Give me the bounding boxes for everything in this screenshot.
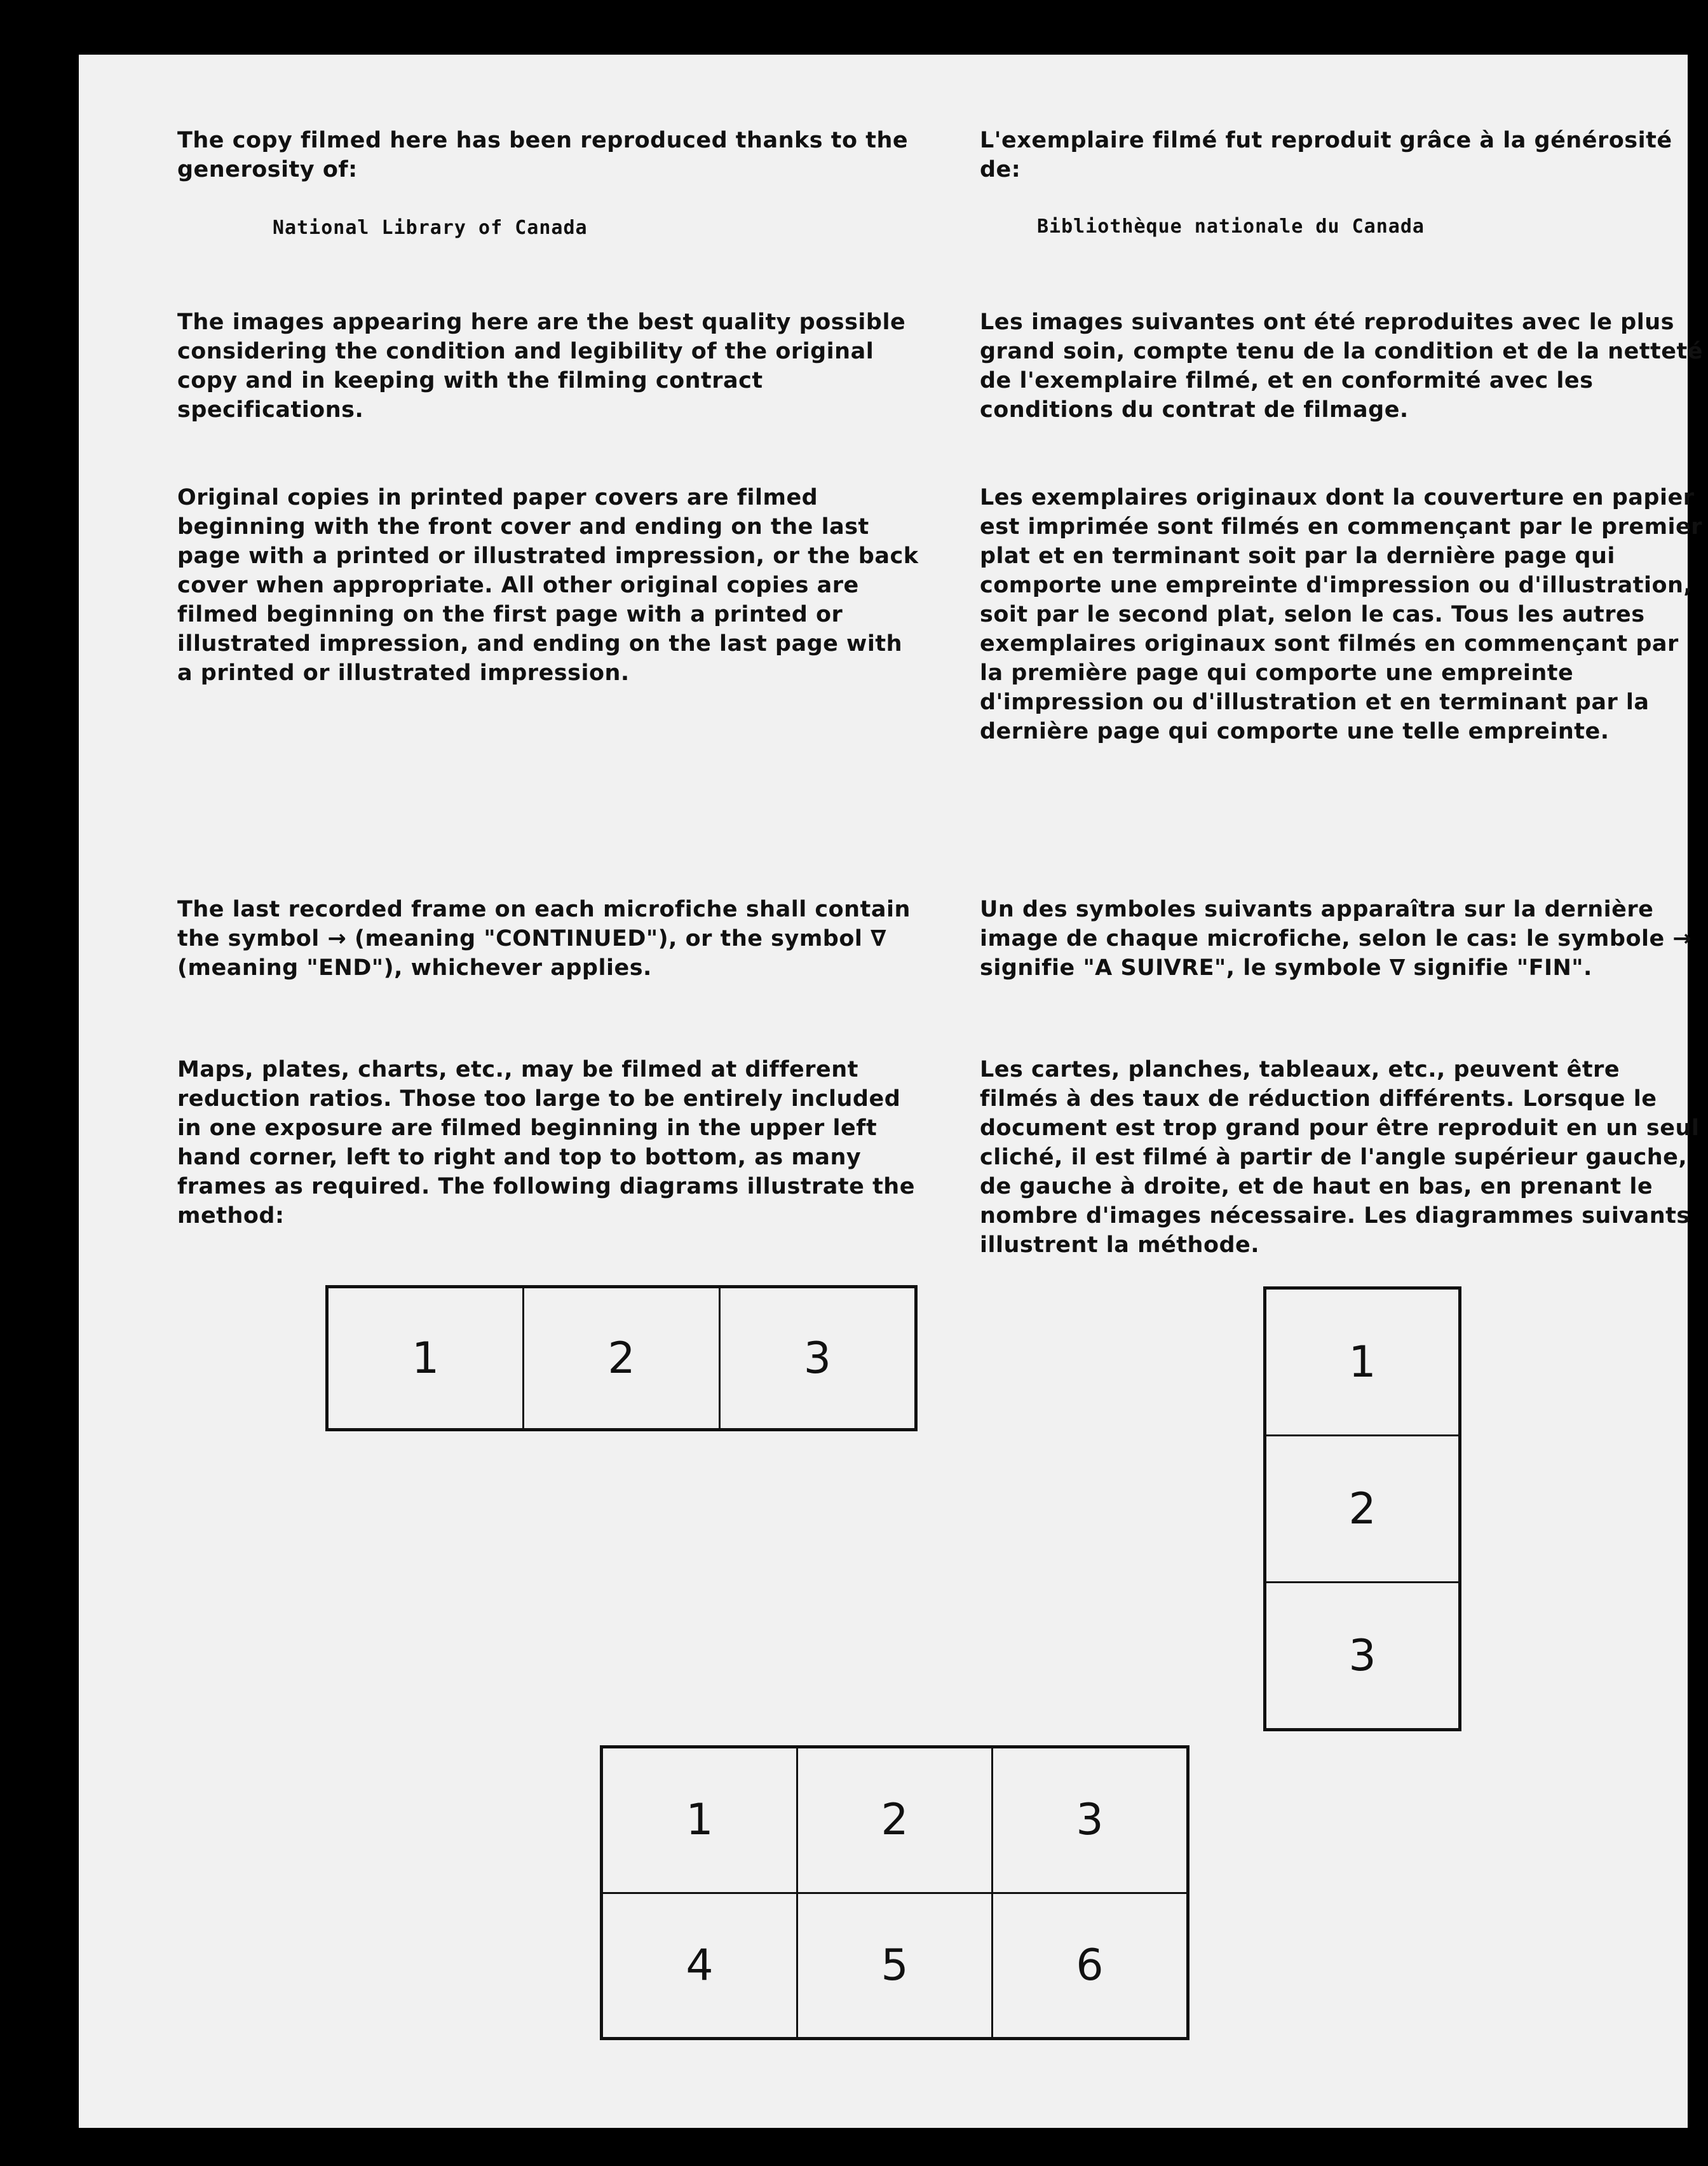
diagram-cell: 3 xyxy=(993,1748,1186,1892)
diagram-cell: 3 xyxy=(1266,1583,1458,1728)
diagram-cell: 4 xyxy=(603,1894,796,2038)
diagram-cell: 1 xyxy=(603,1748,796,1892)
vertical-frame-diagram xyxy=(1263,1286,1461,1731)
french-maps-text: Les cartes, planches, tableaux, etc., peuvent être filmés à des taux de réduction différents. Lorsque le document est trop grand pour être reproduit en un seul cliché, il est filmé à partir de l'angle supérieur gauche, de gauche à droite, et de haut en bas, en prenant le nombre d'images nécessaire. Les diagrammes suivants illustrent la méthode. xyxy=(980,1057,1700,1258)
diagram-cell: 2 xyxy=(524,1288,718,1428)
document-page xyxy=(79,55,1703,2128)
grid-frame-diagram xyxy=(600,1745,1190,2040)
english-thanks-text: The copy filmed here has been reproduced thanks to the generosity of: xyxy=(177,128,909,182)
english-quality-text: The images appearing here are the best quality possible considering the condition and legibility of the original copy and in keeping with the filming contract specifications. xyxy=(177,310,906,423)
french-symbols-text: Un des symboles suivants apparaîtra sur la dernière image de chaque microfiche, selon le cas: le symbole → signifie "A SUIVRE", le symbole ∇ signifie "FIN". xyxy=(980,897,1692,981)
english-maps-text: Maps, plates, charts, etc., may be filmed at different reduction ratios. Those too large to be entirely included in one exposure are filmed beginning in the upper left hand corner, left to right and top to bottom, as many frames as required. The following diagrams illustrate the method: xyxy=(177,1057,915,1229)
english-library-name: National Library of Canada xyxy=(273,217,588,239)
diagram-cell: 1 xyxy=(329,1288,522,1428)
french-quality-text: Les images suivantes ont été reproduites avec le plus grand soin, compte tenu de la condition et de la netteté de l'exemplaire filmé, et en conformité avec les conditions du contrat de filmage. xyxy=(980,310,1703,423)
english-covers-text: Original copies in printed paper covers are filmed beginning with the front cover and ending on the last page with a printed or illustrated impression, or the back cover when appropriate. All other original copies are filmed beginning on the first page with a printed or illustrated impression, and ending on the last page with a printed or illustrated impression. xyxy=(177,485,919,686)
diagram-cell: 5 xyxy=(798,1894,991,2038)
diagram-cell: 2 xyxy=(1266,1436,1458,1581)
diagram-cell: 2 xyxy=(798,1748,991,1892)
diagram-cell: 3 xyxy=(721,1288,914,1428)
horizontal-frame-diagram xyxy=(325,1285,918,1431)
french-library-name: Bibliothèque nationale du Canada xyxy=(1037,215,1425,238)
french-covers-text: Les exemplaires originaux dont la couverture en papier est imprimée sont filmés en commençant par le premier plat et en terminant soit par la dernière page qui comporte une empreinte d'impression ou d'illustration, soit par le second plat, selon le cas. Tous les autres exemplaires originaux sont filmés en commençant par la première page qui comporte une empreinte d'impression ou d'illustration et en terminant par la dernière page qui comporte une telle empreinte. xyxy=(980,485,1703,744)
french-thanks-text: L'exemplaire filmé fut reproduit grâce à la générosité de: xyxy=(980,128,1672,182)
diagram-cell: 1 xyxy=(1266,1290,1458,1434)
english-symbols-text: The last recorded frame on each microfiche shall contain the symbol → (meaning "CONTINUED"), or the symbol ∇ (meaning "END"), whichever applies. xyxy=(177,897,911,981)
diagram-cell: 6 xyxy=(993,1894,1186,2038)
